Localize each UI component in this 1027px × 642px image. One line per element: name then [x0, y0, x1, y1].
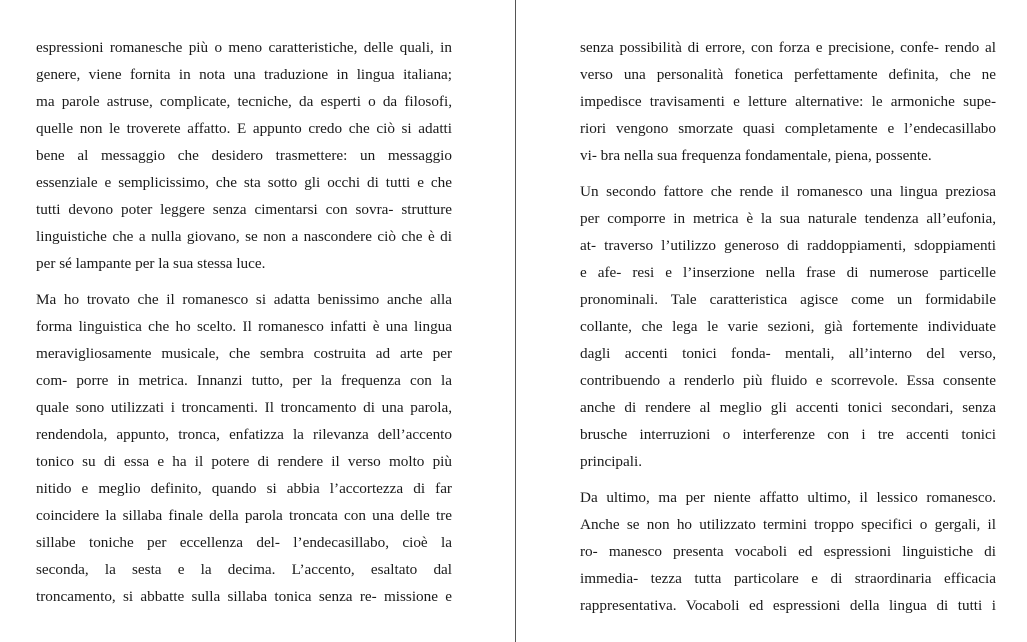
text-line: sillabe toniche per eccellenza del- l’endecasillabo, cioè la: [36, 534, 452, 551]
paragraph: [580, 484, 996, 619]
text-line: Un secondo fattore che rende il romanesco una lingua preziosa: [580, 183, 996, 200]
text-line: rendendola, appunto, tronca, enfatizza la rilevanza dell’accento: [36, 426, 452, 443]
text-line: collante, che lega le varie sezioni, già fortemente individuate: [580, 318, 996, 335]
text-line: brusche interruzioni o interferenze con i tre accenti tonici: [580, 426, 996, 443]
left-text-column: [36, 34, 452, 619]
text-line: forma linguistica che ho scelto. Il romanesco infatti è una lingua: [36, 318, 452, 335]
text-line: genere, viene fornita in nota una traduzione in lingua italiana;: [36, 66, 452, 83]
text-line: principali.: [580, 453, 642, 470]
text-line: Ma ho trovato che il romanesco si adatta benissimo anche alla: [36, 291, 452, 308]
text-line: verso una personalità fonetica perfettamente definita, che ne: [580, 66, 996, 83]
text-line: troncamento, si abbatte sulla sillaba tonica senza re- missione e: [36, 588, 452, 605]
text-line: espressioni romanesche più o meno caratteristiche, delle quali, in: [36, 39, 452, 56]
text-line: per comporre in metrica è la sua naturale tendenza all’eufonia,: [580, 210, 996, 227]
text-line: per sé lampante per la sua stessa luce.: [36, 255, 266, 272]
paragraph: [36, 34, 452, 277]
text-line: contribuendo a renderlo più fluido e scorrevole. Essa consente: [580, 372, 996, 389]
right-page: [516, 0, 1027, 642]
text-line: tutti devono poter leggere senza cimentarsi con sovra- strutture: [36, 201, 452, 218]
text-line: pronominali. Tale caratteristica agisce come un formidabile: [580, 291, 996, 308]
paragraph: [580, 34, 996, 169]
text-line: Da ultimo, ma per niente affatto ultimo, il lessico romanesco.: [580, 489, 996, 506]
text-line: linguistiche che a nulla giovano, se non a nascondere ciò che è di: [36, 228, 452, 245]
paragraph: [580, 178, 996, 475]
text-line: com- porre in metrica. Innanzi tutto, per la frequenza con la: [36, 372, 452, 389]
text-line: quelle non le troverete affatto. E appunto credo che ciò si adatti: [36, 120, 452, 137]
text-line: ma parole astruse, complicate, tecniche, da esperti o da filosofi,: [36, 93, 452, 110]
text-line: quale sono utilizzati i troncamenti. Il troncamento di una parola,: [36, 399, 452, 416]
text-line: Anche se non ho utilizzato termini troppo specifici o gergali, il: [580, 516, 996, 533]
text-line: meravigliosamente musicale, che sembra costruita ad arte per: [36, 345, 452, 362]
text-line: dagli accenti tonici fonda- mentali, all’interno del verso,: [580, 345, 996, 362]
text-line: rappresentativa. Vocaboli ed espressioni della lingua di tutti i: [580, 597, 996, 614]
text-line: senza possibilità di errore, con forza e precisione, confe- rendo al: [580, 39, 996, 56]
text-line: nitido e meglio definito, quando si abbia l’accortezza di far: [36, 480, 452, 497]
text-line: bene al messaggio che desidero trasmettere: un messaggio: [36, 147, 452, 164]
text-line: vi- bra nella sua frequenza fondamentale, piena, possente.: [580, 147, 932, 164]
text-line: immedia- tezza tutta particolare e di straordinaria efficacia: [580, 570, 996, 587]
text-line: e afe- resi e l’inserzione nella frase di numerose particelle: [580, 264, 996, 281]
text-line: at- traverso l’utilizzo generoso di raddoppiamenti, sdoppiamenti: [580, 237, 996, 254]
text-line: riori vengono smorzate quasi completamente e l’endecasillabo: [580, 120, 996, 137]
text-line: tonico su di essa e ha il potere di rendere il verso molto più: [36, 453, 452, 470]
text-line: essenziale e semplicissimo, che sta sotto gli occhi di tutti e che: [36, 174, 452, 191]
right-text-column: [580, 34, 996, 628]
text-line: anche di rendere al meglio gli accenti tonici secondari, senza: [580, 399, 996, 416]
text-line: impedisce travisamenti e letture alternative: le armoniche supe-: [580, 93, 996, 110]
text-line: seconda, la sesta e la decima. L’accento, esaltato dal: [36, 561, 452, 578]
text-line: ro- manesco presenta vocaboli ed espressioni linguistiche di: [580, 543, 996, 560]
text-line: coincidere la sillaba finale della parola troncata con una delle tre: [36, 507, 452, 524]
paragraph: [36, 286, 452, 610]
